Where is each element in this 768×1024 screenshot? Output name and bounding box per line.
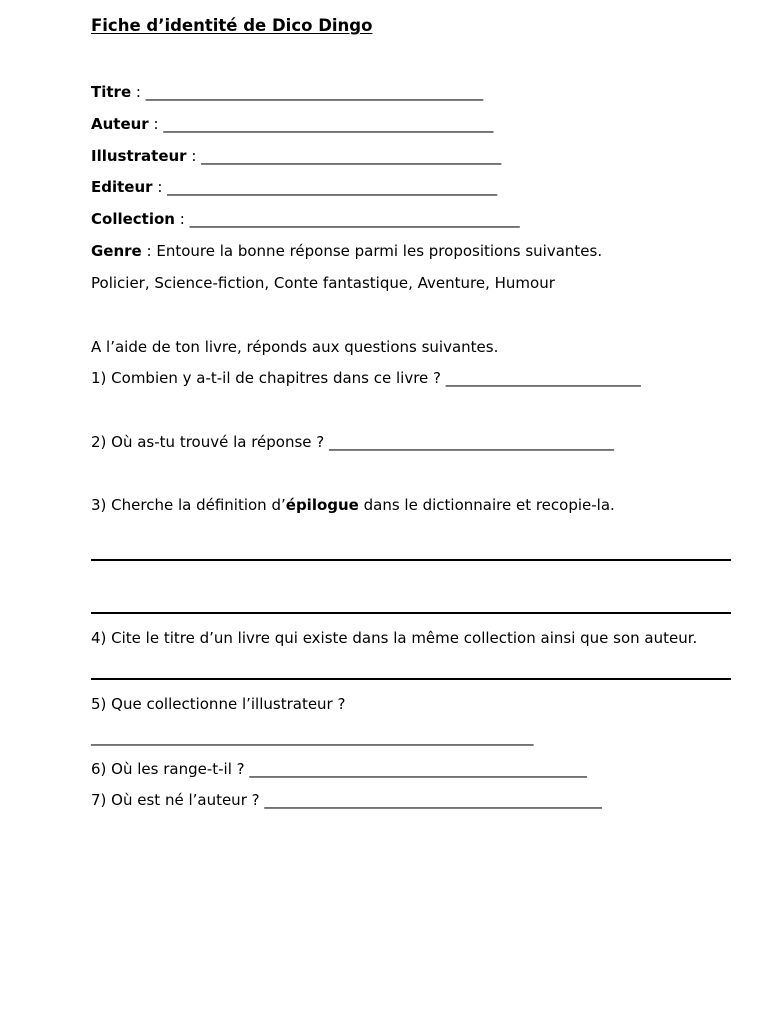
question-4: 4) Cite le titre d’un livre qui existe dans la même collection ainsi que son auteur.	[91, 629, 698, 647]
question-5: 5) Que collectionne l’illustrateur ?	[91, 695, 346, 713]
question-5-blank: ___________________________________________________________	[91, 728, 534, 746]
field-separator: :	[148, 115, 164, 133]
field-separator: :	[186, 147, 202, 165]
field-label: Editeur	[91, 178, 153, 196]
field-separator: :	[152, 178, 168, 196]
field-separator: :	[141, 242, 157, 260]
field-blank: ____________________________________________	[163, 115, 494, 133]
keyword: épilogue	[285, 496, 359, 514]
genre-options: Policier, Science-fiction, Conte fantastique, Aventure, Humour	[91, 274, 555, 292]
question-text: 2) Où as-tu trouvé la réponse ?	[91, 433, 330, 451]
field-blank: _____________________________________________	[145, 83, 484, 101]
question-7	[91, 791, 602, 809]
answer-blank: __________________________	[445, 369, 641, 387]
question-text: 3) Cherche la définition d’	[91, 496, 286, 514]
question-3	[91, 496, 615, 514]
field-auteur	[91, 115, 493, 133]
field-collection	[91, 210, 520, 228]
field-separator: :	[174, 210, 190, 228]
field-blank: ____________________________________________	[189, 210, 520, 228]
question-text: 7) Où est né l’auteur ?	[91, 791, 265, 809]
question-text-end: dans le dictionnaire et recopie-la.	[358, 496, 615, 514]
question-6	[91, 760, 587, 778]
field-genre	[91, 242, 602, 260]
page-title: Fiche d’identité de Dico Dingo	[91, 16, 373, 35]
answer-line	[91, 559, 731, 561]
field-label: Titre	[91, 83, 132, 101]
answer-blank: _____________________________________________	[249, 760, 587, 778]
genre-instruction: Entoure la bonne réponse parmi les propositions suivantes.	[156, 242, 603, 260]
field-blank: ____________________________________________	[167, 178, 498, 196]
field-label: Genre	[91, 242, 142, 260]
answer-line	[91, 612, 731, 614]
field-blank: ________________________________________	[201, 147, 502, 165]
field-label: Auteur	[91, 115, 149, 133]
field-titre	[91, 83, 483, 101]
field-separator: :	[131, 83, 146, 101]
answer-line	[91, 678, 731, 680]
field-illustrateur	[91, 147, 501, 165]
answer-blank: ______________________________________	[329, 433, 615, 451]
field-label: Collection	[91, 210, 175, 228]
questions-intro: A l’aide de ton livre, réponds aux questions suivantes.	[91, 338, 499, 356]
question-text: 6) Où les range-t-il ?	[91, 760, 250, 778]
question-text: 1) Combien y a-t-il de chapitres dans ce livre ?	[91, 369, 446, 387]
question-1	[91, 369, 641, 387]
field-label: Illustrateur	[91, 147, 187, 165]
question-2	[91, 433, 614, 451]
answer-blank: _____________________________________________	[264, 791, 602, 809]
field-editeur	[91, 178, 497, 196]
